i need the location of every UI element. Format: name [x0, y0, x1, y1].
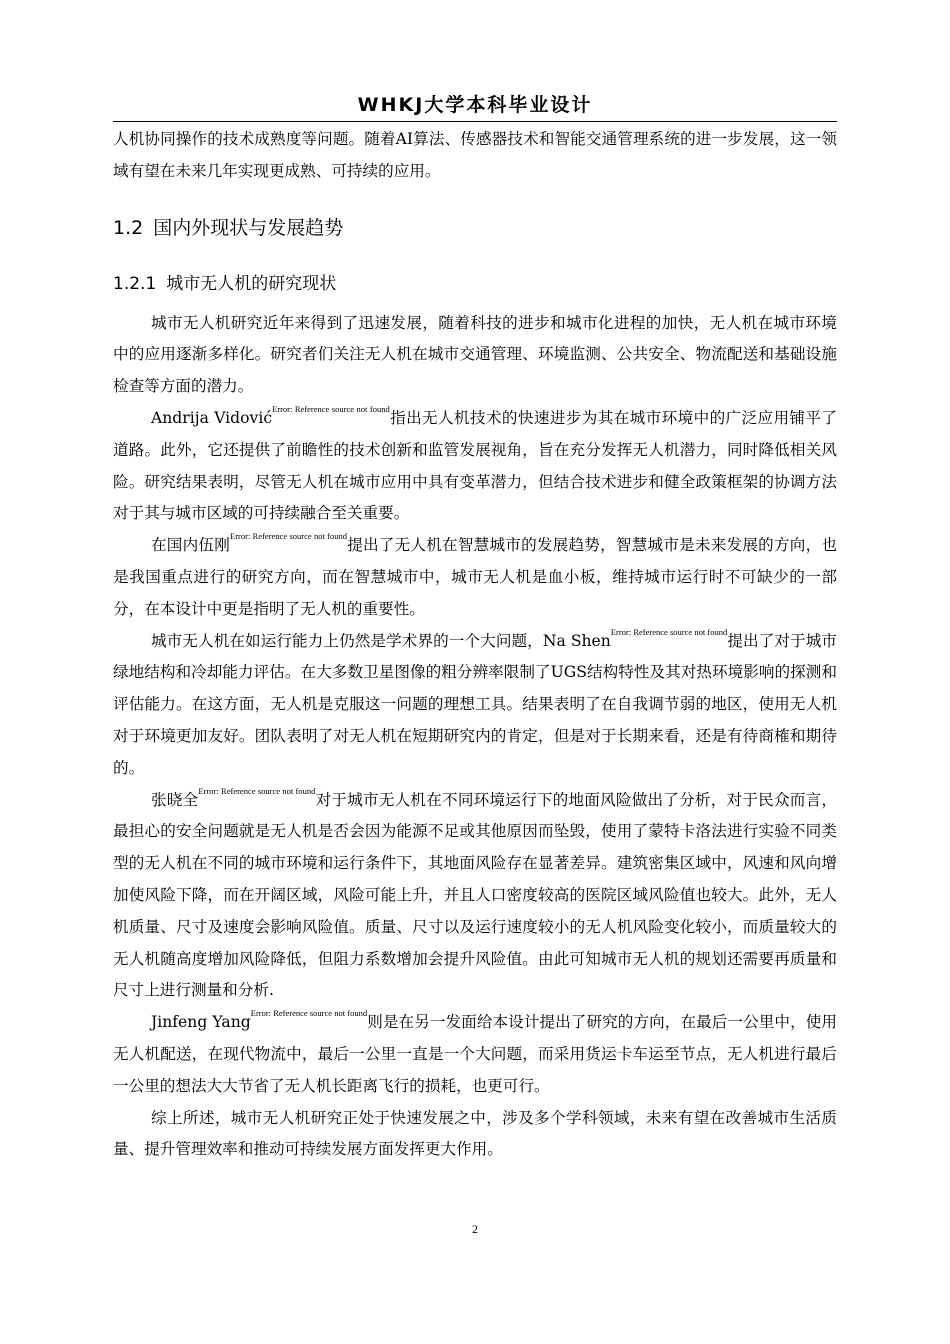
- page-number: 2: [472, 1222, 478, 1236]
- section-heading: [113, 212, 837, 244]
- page-body: [113, 124, 837, 1166]
- author-name: Andrija Vidović: [151, 408, 273, 427]
- subsection-title: 城市无人机的研究现状: [166, 273, 337, 294]
- subsection-heading: [113, 268, 837, 300]
- paragraph-text: 指出无人机技术的快速进步为其在城市环境中的广泛应用铺平了道路。此外，它还提供了前瞻性的技术创新和监管发展视角，旨在充分发挥无人机潜力，同时降低相关风险。研究结果表明，尽管无人机在城市应用中具有变革潜力，但结合技术进步和健全政策框架的协调方法对于其与城市区域的可持续融合至关重要。: [113, 408, 837, 523]
- paragraph-3: [113, 530, 837, 625]
- paragraph-4: [113, 626, 837, 785]
- author-name: 在国内伍刚: [151, 536, 231, 555]
- page-header: [113, 91, 837, 122]
- paragraph-1: 城市无人机研究近年来得到了迅速发展，随着科技的进步和城市化进程的加快，无人机在城市环境中的应用逐渐多样化。研究者们关注无人机在城市交通管理、环境监测、公共安全、物流配送和基础设施检查等方面的潜力。: [113, 313, 837, 396]
- section-title: 国内外现状与发展趋势: [153, 216, 344, 239]
- header-title: WHKJ大学本科毕业设计: [357, 94, 593, 116]
- subsection-number: 1.2.1: [113, 273, 157, 294]
- paragraph-text: 提出了无人机在智慧城市的发展趋势，智慧城市是未来发展的方向，也是我国重点进行的研究方向，而在智慧城市中，城市无人机是血小板，维持城市运行时不可缺少的一部分，在本设计中更是指明了无人机的重要性。: [113, 536, 837, 618]
- intro-paragraph: 人机协同操作的技术成熟度等问题。随着AI算法、传感器技术和智能交通管理系统的进一步发展，这一领域有望在未来几年实现更成熟、可持续的应用。: [113, 130, 837, 180]
- reference-error[interactable]: Error: Reference source not found: [272, 403, 390, 414]
- paragraph-5: [113, 785, 837, 1008]
- paragraph-lead: 城市无人机在如运行能力上仍然是学术界的一个大问题，Na Shen: [151, 631, 611, 650]
- paragraph-2: [113, 403, 837, 530]
- paragraph-text: 则是在另一发面给本设计提出了研究的方向，在最后一公里中，使用无人机配送，在现代物流中，最后一公里一直是一个大问题，而采用货运卡车运至节点，无人机进行最后一公里的想法大大节省了无人机长距离飞行的损耗，也更可行。: [113, 1013, 837, 1095]
- reference-error[interactable]: Error: Reference source not found: [250, 1008, 368, 1019]
- section-number: 1.2: [113, 216, 144, 239]
- paragraph-text: 对于城市无人机在不同环境运行下的地面风险做出了分析，对于民众而言，最担心的安全问题就是无人机是否会因为能源不足或其他原因而坠毁，使用了蒙特卡洛法进行实验不同类型的无人机在不同的城市环境和运行条件下，其地面风险存在显著差异。建筑密集区域中，风速和风向增加使风险下降，而在开阔区域，风险可能上升，并且人口密度较高的医院区域风险值也较大。此外，无人机质量、尺寸及速度会影响风险值。质量、尺寸以及运行速度较小的无人机风险变化较小，而质量较大的无人机随高度增加风险降低，但阻力系数增加会提升风险值。由此可知城市无人机的规划还需要再质量和尺寸上进行测量和分析.: [113, 790, 837, 1000]
- author-name: Jinfeng Yang: [151, 1013, 251, 1032]
- reference-error[interactable]: Error: Reference source not found: [198, 785, 316, 796]
- reference-error[interactable]: Error: Reference source not found: [610, 626, 728, 637]
- author-name: 张晓全: [151, 790, 199, 809]
- paragraph-text: 提出了对于城市绿地结构和冷却能力评估。在大多数卫星图像的粗分辨率限制了UGS结构特性及其对热环境影响的探测和评估能力。在这方面，无人机是克服这一问题的理想工具。结果表明了在自我调节弱的地区，使用无人机对于环境更加友好。团队表明了对无人机在短期研究内的肯定，但是对于长期来看，还是有待商榷和期待的。: [113, 631, 837, 777]
- paragraph-6: [113, 1007, 837, 1102]
- reference-error[interactable]: Error: Reference source not found: [230, 531, 347, 542]
- paragraph-7: 综上所述，城市无人机研究正处于快速发展之中，涉及多个学科领域，未来有望在改善城市生活质量、提升管理效率和推动可持续发展方面发挥更大作用。: [113, 1108, 837, 1159]
